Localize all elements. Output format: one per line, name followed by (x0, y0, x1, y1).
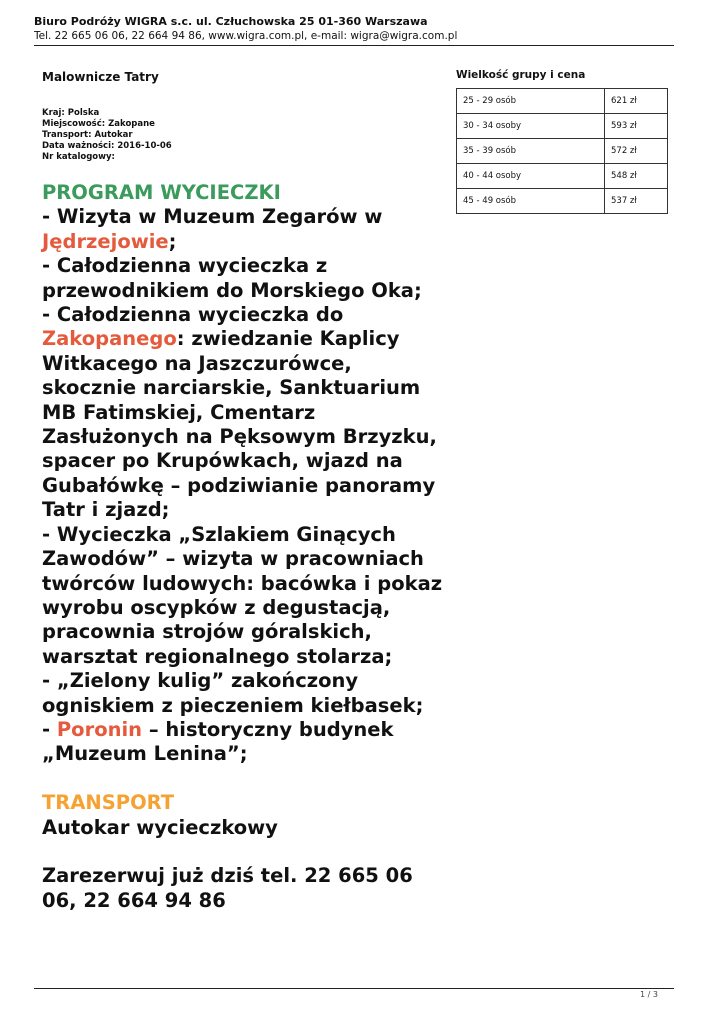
place-zakopane: Zakopanego (42, 327, 177, 351)
group-size-cell: 45 - 49 osób (457, 189, 605, 214)
program-line: - Całodzienna wycieczka do (42, 303, 344, 327)
program-line: MB Fatimskiej, Cmentarz (42, 400, 316, 424)
place-jedrzejow: Jędrzejowie (42, 229, 169, 253)
company-name: Biuro Podróży WIGRA s.c. ul. Człuchowska 25 01-360 Warszawa (34, 15, 428, 28)
table-row (457, 139, 668, 164)
footer-divider (34, 988, 674, 989)
program-line-text: : zwiedzanie Kaplicy (176, 327, 400, 351)
price-table (456, 88, 668, 214)
program-line: Tatr i zjazd; (42, 498, 170, 522)
program-line: pracownia strojów góralskich, (42, 620, 372, 644)
price-cell: 593 zł (605, 114, 668, 139)
group-size-cell: 25 - 29 osób (457, 89, 605, 114)
program-line: - „Zielony kulig” zakończony (42, 669, 359, 693)
program-line: warsztat regionalnego stolarza; (42, 644, 393, 668)
group-size-cell: 35 - 39 osób (457, 139, 605, 164)
program-line (42, 327, 462, 351)
program-line-text: – historyczny budynek (142, 717, 394, 741)
reserve-line: Zarezerwuj już dziś tel. 22 665 06 (42, 864, 413, 888)
document-header (34, 15, 674, 43)
place-poronin: Poronin (56, 717, 143, 741)
page-number: 1 / 3 (640, 990, 658, 999)
program-line: - Wizyta w Muzeum Zegarów w (42, 205, 383, 229)
program-line: Zasłużonych na Pęksowym Brzyzku, (42, 425, 437, 449)
spacer (42, 840, 462, 864)
program-line: Witkacego na Jaszczurówce, (42, 351, 352, 375)
meta-country: Kraj: Polska (42, 108, 100, 118)
transport-heading: TRANSPORT (42, 791, 175, 815)
program-line: Gubałówkę – podziwianie panoramy (42, 473, 436, 497)
group-size-cell: 40 - 44 osoby (457, 164, 605, 189)
table-row (457, 189, 668, 214)
company-contact: Tel. 22 665 06 06, 22 664 94 86, www.wigra.com.pl, e-mail: wigra@wigra.com.pl (34, 30, 458, 42)
program-line: twórców ludowych: bacówka i pokaz (42, 571, 443, 595)
group-size-cell: 30 - 34 osoby (457, 114, 605, 139)
program-line: spacer po Krupówkach, wjazd na (42, 449, 403, 473)
program-section (42, 181, 462, 913)
tour-title: Malownicze Tatry (42, 70, 159, 84)
price-cell: 548 zł (605, 164, 668, 189)
table-row (457, 89, 668, 114)
program-line: wyrobu oscypków z degustacją, (42, 595, 391, 619)
meta-location: Miejscowość: Zakopane (42, 119, 155, 129)
meta-transport: Transport: Autokar (42, 130, 133, 140)
program-line: „Muzeum Lenina”; (42, 742, 248, 766)
program-line: Zawodów” – wizyta w pracowniach (42, 547, 424, 571)
meta-valid-date: Data ważności: 2016-10-06 (42, 141, 172, 151)
tour-meta (42, 108, 172, 163)
price-table-section (456, 69, 668, 214)
meta-catalog-number: Nr katalogowy: (42, 152, 115, 162)
price-cell: 537 zł (605, 189, 668, 214)
program-line: - Całodzienna wycieczka z (42, 254, 328, 278)
program-line: - Wycieczka „Szlakiem Ginących (42, 522, 396, 546)
table-row (457, 164, 668, 189)
header-divider (34, 45, 674, 46)
spacer (42, 767, 462, 791)
price-cell: 621 zł (605, 89, 668, 114)
program-line (42, 718, 462, 742)
program-line: przewodnikiem do Morskiego Oka; (42, 278, 422, 302)
program-line: ogniskiem z pieczeniem kiełbasek; (42, 693, 424, 717)
program-heading: PROGRAM WYCIECZKI (42, 181, 281, 204)
transport-value: Autokar wycieczkowy (42, 815, 278, 839)
price-cell: 572 zł (605, 139, 668, 164)
program-line (42, 230, 462, 254)
reserve-line: 06, 22 664 94 86 (42, 888, 226, 912)
program-line-text: ; (168, 229, 177, 253)
program-line-text: - (42, 717, 57, 741)
table-row (457, 114, 668, 139)
price-table-title: Wielkość grupy i cena (456, 69, 586, 81)
program-line: skocznie narciarskie, Sanktuarium (42, 376, 421, 400)
